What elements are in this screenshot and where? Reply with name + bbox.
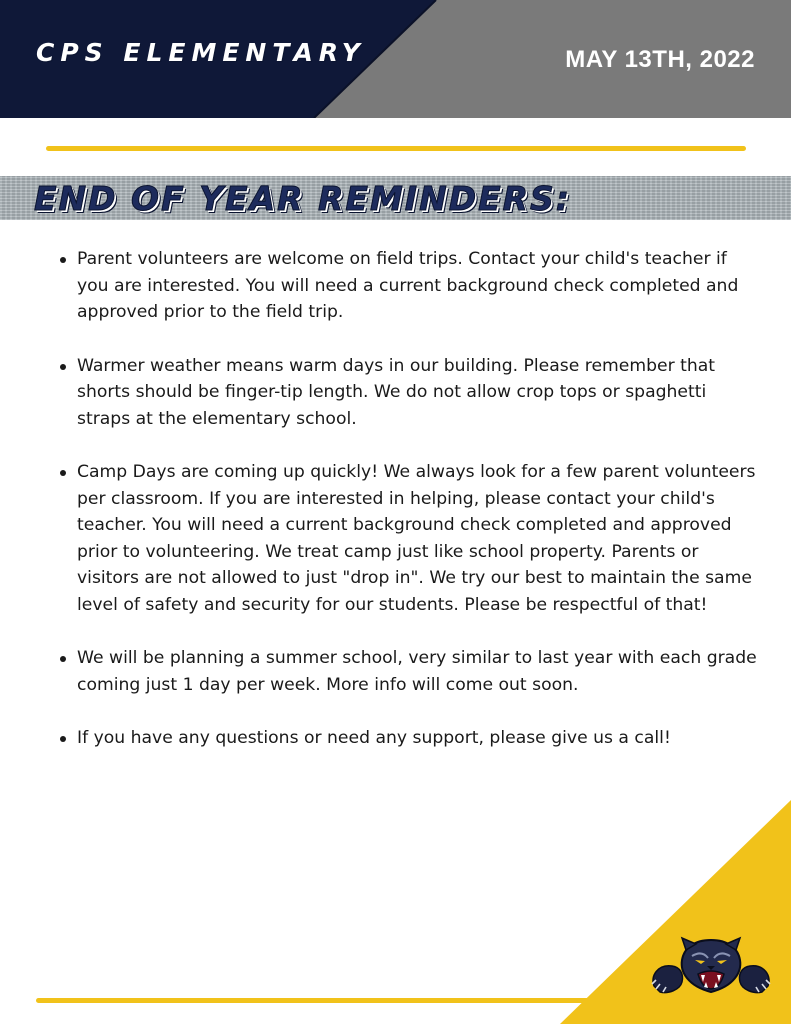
- list-item: Warmer weather means warm days in our building. Please remember that shorts should be finger-tip length. We do not allow crop tops or spaghetti straps at the elementary school.: [77, 353, 757, 433]
- panther-mascot-icon: [648, 936, 774, 996]
- list-item: We will be planning a summer school, very similar to last year with each grade coming just 1 day per week. More info will come out soon.: [77, 645, 757, 698]
- list-item: Camp Days are coming up quickly! We always look for a few parent volunteers per classroom. If you are interested in helping, please contact your child's teacher. You will need a current background check completed and approved prior to volunteering. We treat camp just like school property. Parents or visitors are not allowed to just "drop in". We try our best to maintain the same level of safety and security for our students. Please be respectful of that!: [77, 459, 757, 618]
- list-item: Parent volunteers are welcome on field trips. Contact your child's teacher if you are interested. You will need a current background check completed and approved prior to the field trip.: [77, 246, 757, 326]
- school-name: CPS ELEMENTARY: [36, 38, 366, 67]
- list-item: If you have any questions or need any support, please give us a call!: [77, 725, 757, 752]
- issue-date: MAY 13TH, 2022: [565, 46, 755, 73]
- bottom-divider: [36, 998, 596, 1003]
- section-title: END OF YEAR REMINDERS:: [34, 179, 572, 218]
